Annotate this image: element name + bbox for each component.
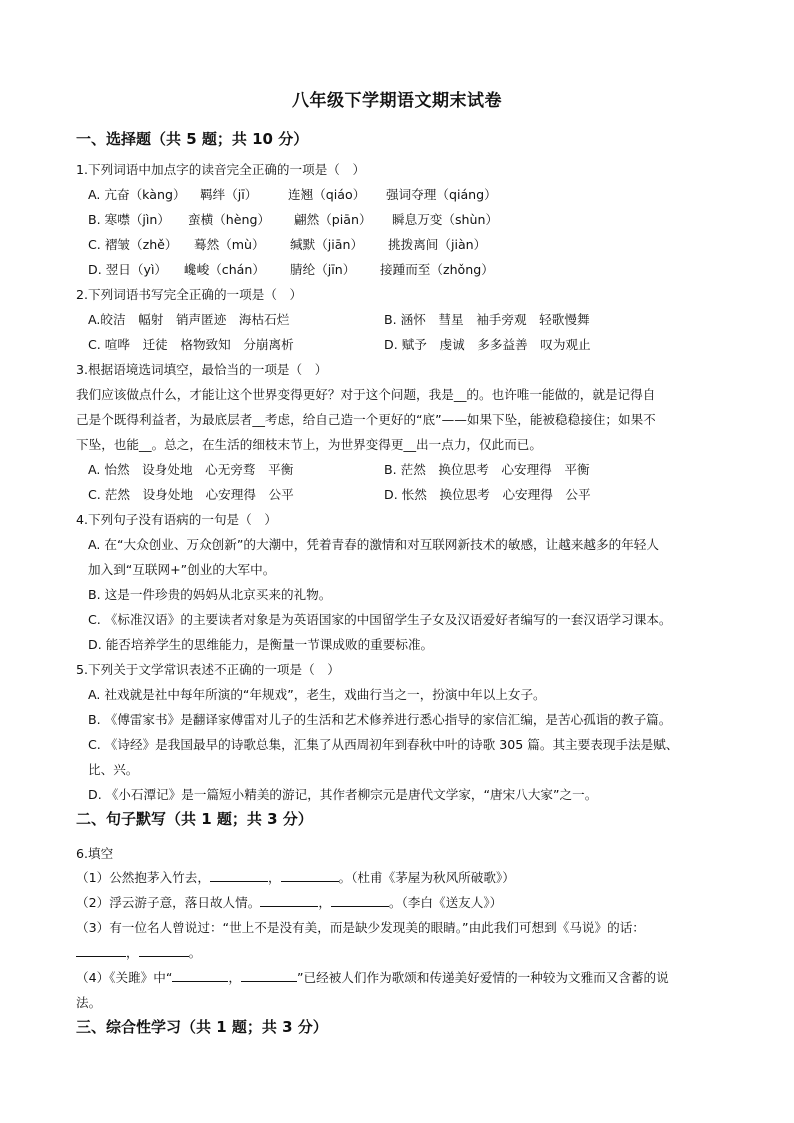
q4-option-a-line-1: A. 在“大众创业、万众创新”的大潮中，凭着青春的激情和对互联网新技术的敏感，让越来越多的年轻人: [88, 537, 659, 552]
question-1-option-a: [88, 186, 497, 204]
q6-item-3-sep: ，: [126, 945, 139, 960]
q4-option-c: C. 《标准汉语》的主要读者对象是为英语国家的中国留学生子女及汉语爱好者编写的一套汉语学习课本。: [88, 612, 672, 627]
q6-item-2-blank-1[interactable]: [260, 894, 318, 907]
question-5-stem: 5.下列关于文学常识表述不正确的一项是（ ）: [76, 662, 340, 677]
q2-option-b: B. 涵怀 彗星 袖手旁观 轻歌慢舞: [384, 312, 590, 327]
q2-option-c: C. 喧哗 迁徒 格物致知 分崩离析: [88, 337, 294, 352]
q6-item-4-blank-2[interactable]: [241, 969, 297, 982]
question-1-option-d: [88, 261, 494, 279]
q2-option-a: A.皎洁 幅射 销声匿迹 海枯石烂: [88, 312, 290, 327]
q5-option-c-line-2: 比、兴。: [88, 762, 139, 777]
question-3-passage-line-2: 己是个既得利益者，为最底层者__考虑，给自己造一个更好的“底”——如果下坠，能被稳稳接住；如果不: [76, 412, 656, 427]
q1-d-2: 巉峻（chán）: [184, 262, 265, 277]
q1-d-3: 腈纶（jīn）: [290, 262, 356, 277]
q2-option-d: D. 赋予 虔诚 多多益善 叹为观止: [384, 337, 591, 352]
question-3-passage-line-3: 下坠，也能__。总之，在生活的细枝末节上，为世界变得更__出一点力，仅此而已。: [76, 437, 542, 452]
q1-d-4: 接踵而至（zhǒng）: [380, 262, 494, 277]
q1-d-1: D. 翌日（yì）: [88, 262, 168, 277]
q4-option-a-line-2: 加入到“互联网+”创业的大军中。: [88, 562, 276, 577]
question-6-stem: 6.填空: [76, 846, 114, 861]
q1-a-3: 连翘（qiáo）: [288, 187, 366, 202]
q6-item-2-blank-2[interactable]: [331, 894, 389, 907]
q6-item-4-sep: ，: [228, 970, 241, 985]
q3-option-b: B. 茫然 换位思考 心安理得 平衡: [384, 462, 590, 477]
q1-b-4: 瞬息万变（shùn）: [392, 212, 499, 227]
question-2-row-2: [88, 336, 591, 354]
q6-item-1-source: 。（杜甫《茅屋为秋风所破歌》）: [338, 870, 515, 885]
q1-b-2: 蛮横（hèng）: [188, 212, 271, 227]
q1-c-2: 蓦然（mù）: [194, 237, 265, 252]
q5-option-a: A. 社戏就是社中每年所演的“年规戏”，老生，戏曲行当之一，扮演中年以上女子。: [88, 687, 546, 702]
q6-item-3-blank-1[interactable]: [76, 944, 126, 957]
q6-item-3-answer: [76, 944, 201, 962]
q6-item-4-text: （4）《关雎》中“: [76, 970, 173, 985]
q6-item-1-sep: ，: [267, 870, 281, 885]
question-1-option-c: [88, 236, 486, 254]
q1-a-4: 强词夺理（qiáng）: [386, 187, 497, 202]
q3-option-a: A. 怡然 设身处地 心无旁骛 平衡: [88, 462, 294, 477]
section-heading-dictation: 二、句子默写（共 1 题；共 3 分）: [76, 810, 313, 828]
question-3-row-2: [88, 486, 591, 504]
q6-item-4-blank-1[interactable]: [172, 969, 228, 982]
q6-item-1-text: （1）公然抱茅入竹去，: [76, 870, 210, 885]
question-1-stem: 1.下列词语中加点字的读音完全正确的一项是（ ）: [76, 162, 366, 177]
q1-b-1: B. 寒噤（jìn）: [88, 212, 171, 227]
q1-c-4: 挑拨离间（jiàn）: [388, 237, 487, 252]
question-2-stem: 2.下列词语书写完全正确的一项是（ ）: [76, 287, 303, 302]
question-3-row-1: [88, 461, 590, 479]
q3-option-c: C. 茫然 设身处地 心安理得 公平: [88, 487, 294, 502]
q5-option-d: D. 《小石潭记》是一篇短小精美的游记，其作者柳宗元是唐代文学家，“唐宋八大家”之一。: [88, 787, 598, 802]
q6-item-2: [76, 894, 502, 912]
q6-item-1-blank-2[interactable]: [281, 869, 339, 882]
q6-item-4-tail: ”已经被人们作为歌颂和传递美好爱情的一种较为文雅而又含蓄的说: [297, 970, 669, 985]
question-4-stem: 4.下列句子没有语病的一句是（ ）: [76, 512, 277, 527]
q6-item-2-sep: ，: [318, 895, 331, 910]
q1-c-1: C. 褶皱（zhě）: [88, 237, 178, 252]
q6-item-1: [76, 869, 515, 887]
q4-option-d: D. 能否培养学生的思维能力，是衡量一节课成败的重要标准。: [88, 637, 434, 652]
q1-a-2: 羁绊（jī）: [200, 187, 258, 202]
q5-option-b: B. 《傅雷家书》是翻译家傅雷对儿子的生活和艺术修养进行悉心指导的家信汇编，是苦心孤诣的教子篇。: [88, 712, 672, 727]
q6-item-4-line-2: 法。: [76, 995, 102, 1010]
q1-b-3: 翩然（piān）: [294, 212, 372, 227]
question-3-passage-line-1: 我们应该做点什么，才能让这个世界变得更好？对于这个问题，我是__的。也许唯一能做的，就是记得自: [76, 387, 656, 402]
question-3-stem: 3.根据语境选词填空，最恰当的一项是（ ）: [76, 362, 328, 377]
q6-item-3: （3）有一位名人曾说过：“世上不是没有美，而是缺少发现美的眼睛。”由此我们可想到《马说》的话：: [76, 920, 645, 935]
q3-option-d: D. 怅然 换位思考 心安理得 公平: [384, 487, 591, 502]
q6-item-2-source: 。（李白《送友人》）: [388, 895, 503, 910]
q1-c-3: 缄默（jiān）: [290, 237, 364, 252]
section-heading-choice: 一、选择题（共 5 题；共 10 分）: [76, 130, 309, 148]
q6-item-4: [76, 969, 669, 987]
question-1-option-b: [88, 211, 498, 229]
page-title: 八年级下学期语文期末试卷: [292, 91, 502, 111]
q5-option-c-line-1: C. 《诗经》是我国最早的诗歌总集，汇集了从西周初年到春秋中叶的诗歌 305 篇。其主要表现手法是赋、: [88, 737, 679, 752]
q1-a-1: A. 亢奋（kàng）: [88, 187, 186, 202]
q6-item-3-end: 。: [188, 945, 202, 960]
question-2-row-1: [88, 311, 590, 329]
q6-item-1-blank-1[interactable]: [210, 869, 268, 882]
section-heading-comprehensive: 三、综合性学习（共 1 题；共 3 分）: [76, 1018, 328, 1036]
q6-item-3-blank-2[interactable]: [139, 944, 189, 957]
q6-item-2-text: （2）浮云游子意，落日故人情。: [76, 895, 261, 910]
q4-option-b: B. 这是一件珍贵的妈妈从北京买来的礼物。: [88, 587, 332, 602]
